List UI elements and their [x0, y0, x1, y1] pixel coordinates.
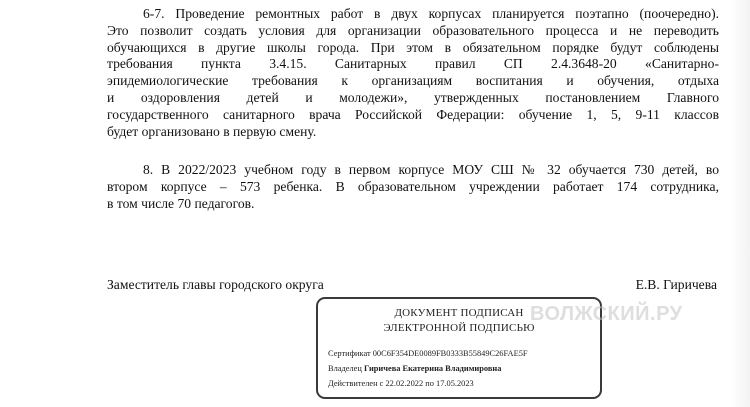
text-line: требования пункта 3.4.15. Санитарных правил СП 2.4.3648-20 «Санитарно-: [107, 56, 719, 72]
certificate-value: 00C6F354DE0089FB0333B55849C26FAE5F: [372, 349, 528, 358]
text-line: 6-7. Проведение ремонтных работ в двух корпусах планируется поэтапно (поочередно).: [143, 6, 719, 21]
owner-label: Владелец: [328, 364, 362, 373]
signatory-title: Заместитель главы городского округа: [107, 277, 324, 292]
text-line: втором корпусе – 573 ребенка. В образовательном учреждении работает 174 сотрудника,: [107, 178, 719, 194]
text-line: 8. В 2022/2023 учебном году в первом корпусе МОУ СШ № 32 обучается 730 детей, во: [143, 162, 719, 177]
certificate-label: Сертификат: [328, 349, 371, 358]
paragraph-repair-works: [107, 6, 719, 140]
text-line: в том числе 70 педагогов.: [107, 195, 255, 211]
text-line: и оздоровления детей и молодежи», утвержденных постановлением Главного: [107, 89, 719, 105]
stamp-subheading: ЭЛЕКТРОННОЙ ПОДПИСЬЮ: [383, 322, 535, 334]
stamp-certificate: [328, 349, 528, 358]
text-line: эпидемиологические требования к организациям воспитания и обучения, отдыха: [107, 73, 719, 89]
stamp-owner: [328, 364, 501, 373]
stamp-heading: ДОКУМЕНТ ПОДПИСАН: [394, 307, 524, 319]
stamp-validity: Действителен с 22.02.2022 по 17.05.2023: [328, 379, 474, 388]
text-line: государственного санитарного врача Российской Федерации: обучение 1, 5, 9-11 классов: [107, 106, 719, 122]
text-line: будет организовано в первую смену.: [107, 123, 317, 139]
text-line: обучающихся в другие школы города. При этом в обязательном порядке будут соблюдены: [107, 39, 719, 55]
text-line: Это позволит создать условия для организации образовательного процесса и не переводить: [107, 22, 719, 38]
owner-value: Гиричева Екатерина Владимировна: [363, 364, 502, 373]
site-watermark: ВОЛЖСКИЙ.РУ: [530, 303, 683, 325]
paragraph-students-count: [107, 162, 719, 212]
signatory-name: Е.В. Гиричева: [635, 277, 717, 292]
page-edge-shadow: [730, 0, 750, 407]
